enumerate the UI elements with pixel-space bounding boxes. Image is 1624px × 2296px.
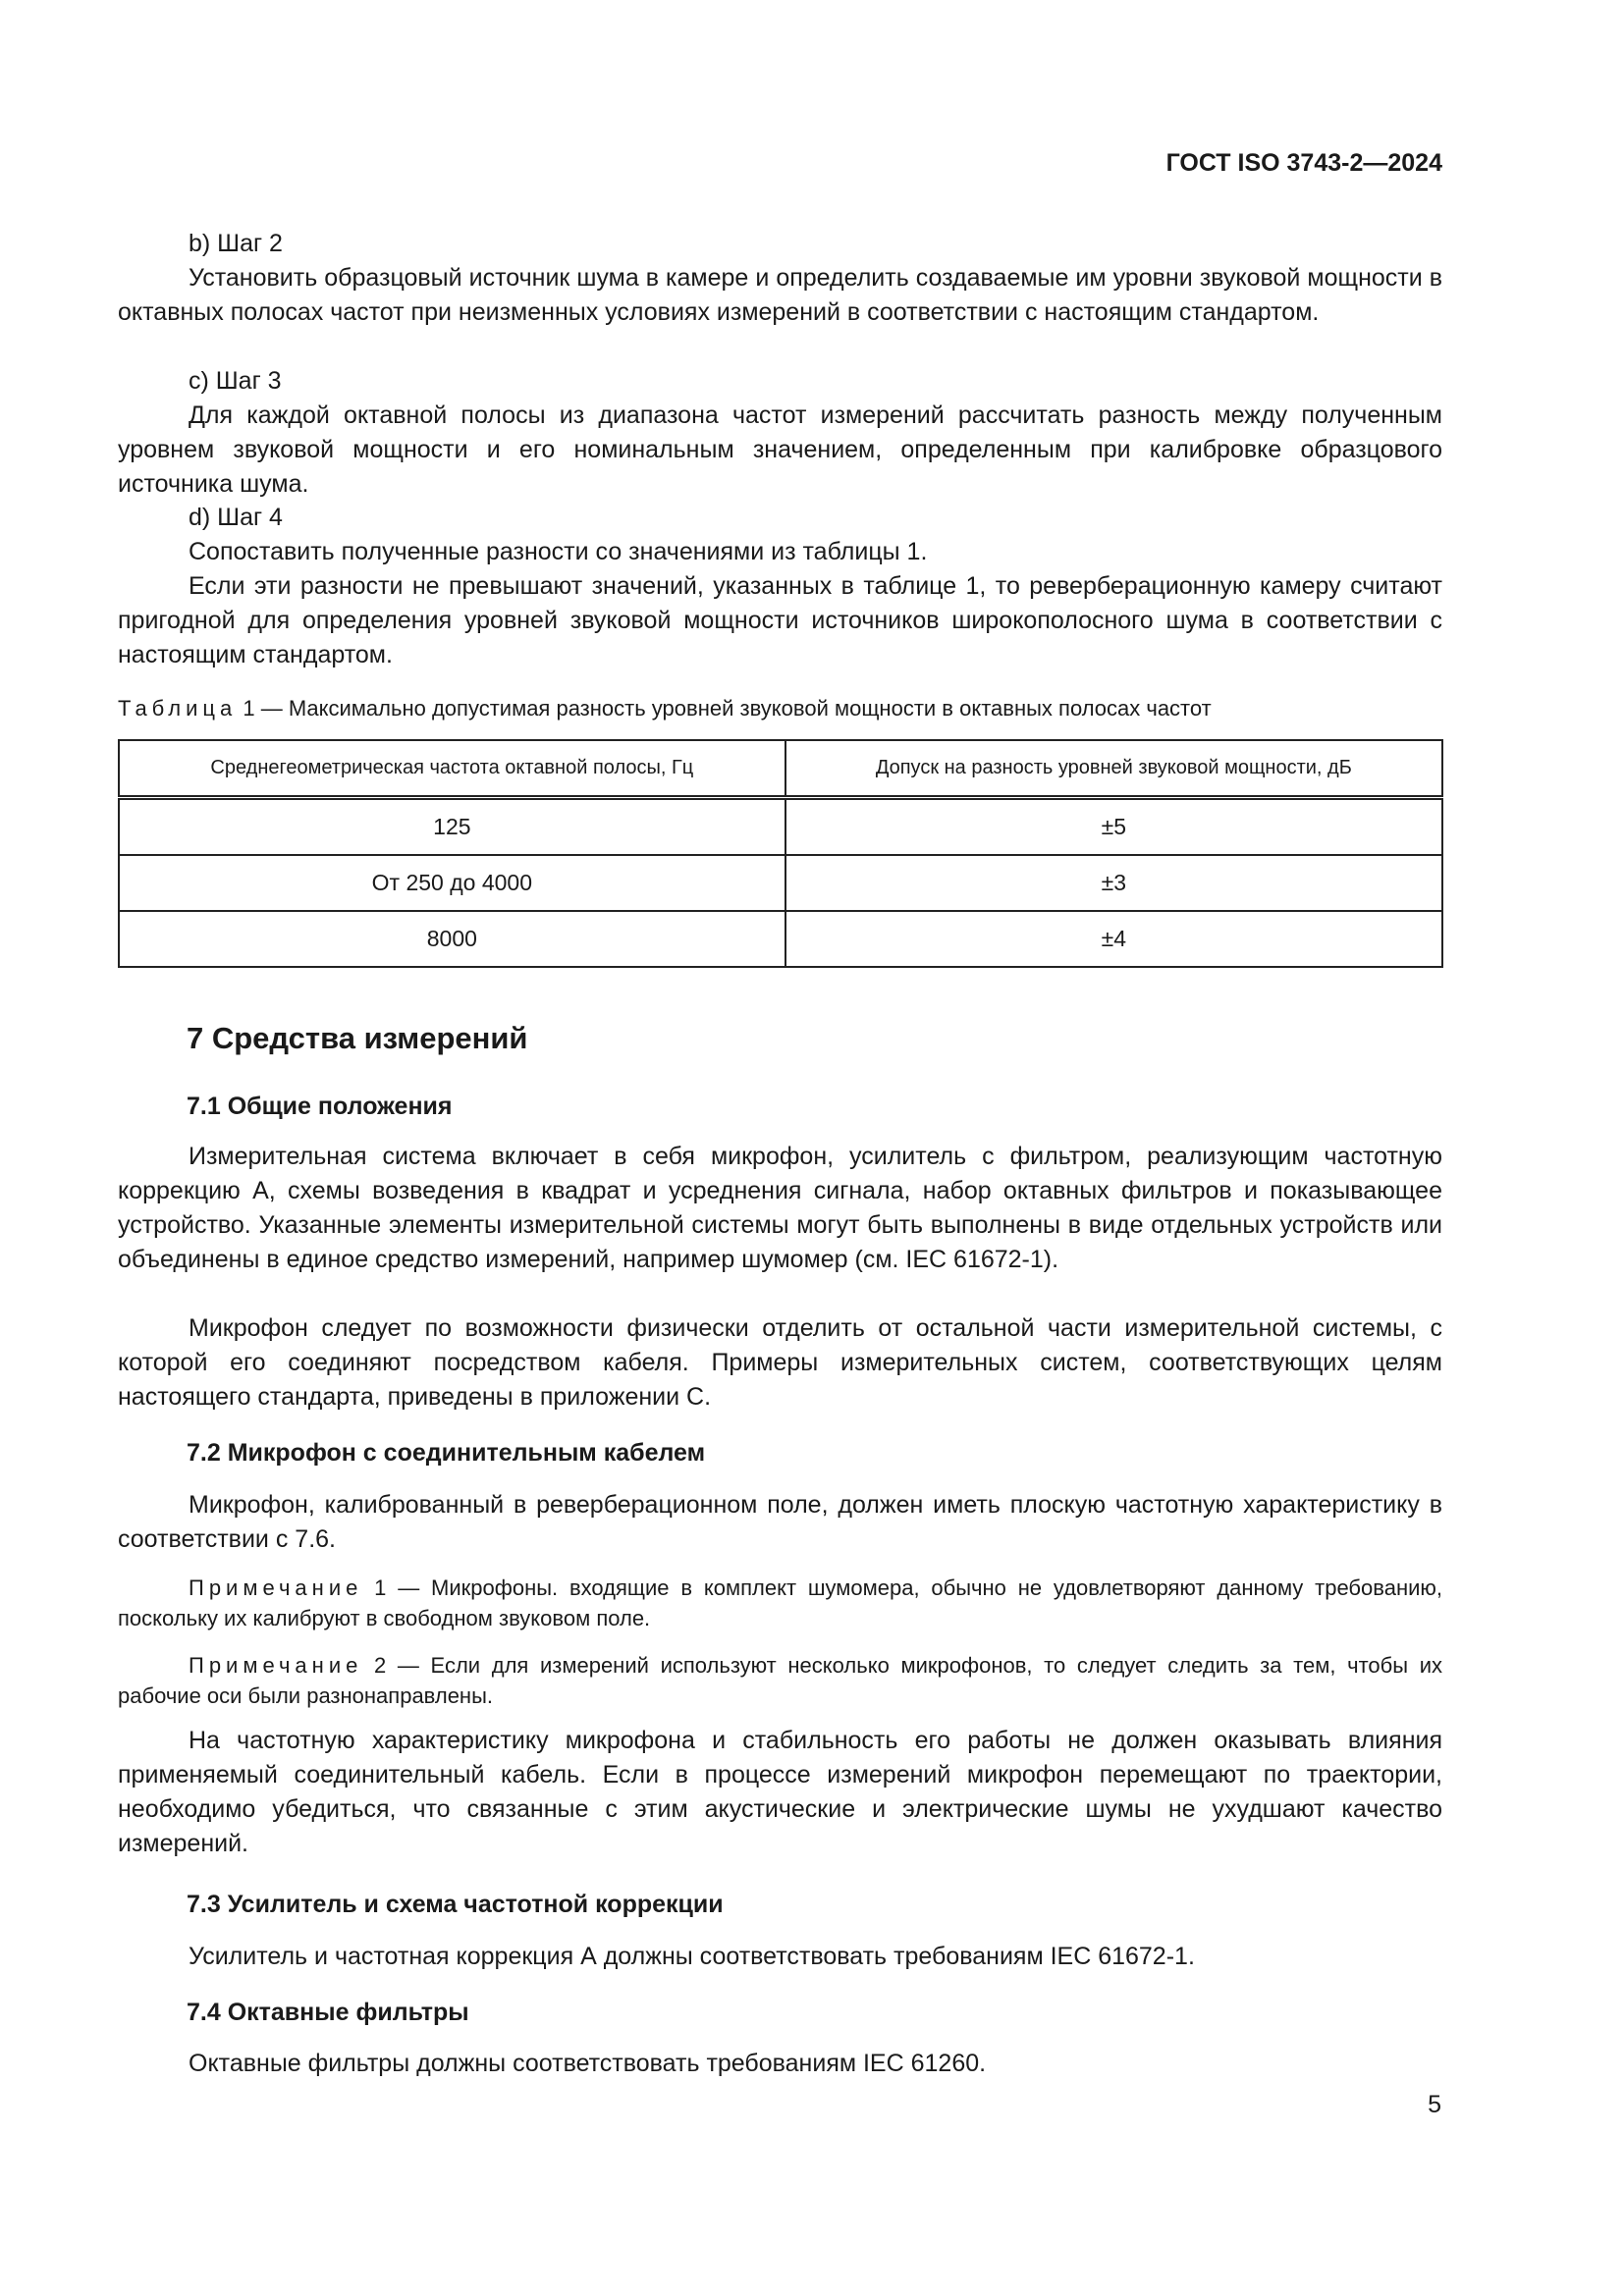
cell: ±5 xyxy=(785,798,1442,856)
step-text: Установить образцовый источник шума в камере и определить создаваемые им уровни звуковой мощности в октавных полосах частот при неизменных условиях измерений в соответствии с настоящим стандартом. xyxy=(118,264,1442,326)
subsection-heading: 7.2 Микрофон с соединительным кабелем xyxy=(187,1439,706,1467)
paragraph: Измерительная система включает в себя микрофон, усилитель с фильтром, реализующим частотную коррекцию А, схемы возведения в квадрат и усреднения сигнала, набор октавных фильтров и показывающее устройство. Указанные элементы измерительной системы могут быть выполнены в виде отдельных устройств или объединены в единое средство измерений, например шумомер (см. IEC 61672-1). xyxy=(118,1143,1442,1273)
step-text: Для каждой октавной полосы из диапазона частот измерений рассчитать разность между полученным уровнем звуковой мощности и его номинальным значением, определенным при калибровке образцового источника шума. xyxy=(118,401,1442,498)
tolerance-table xyxy=(118,739,1443,968)
cell: 125 xyxy=(119,798,785,856)
column-header: Допуск на разность уровней звуковой мощности, дБ xyxy=(785,740,1442,798)
page-number: 5 xyxy=(1428,2091,1441,2118)
note xyxy=(118,1573,1442,1633)
note-label: Примечание xyxy=(189,1575,363,1600)
table-row xyxy=(119,855,1442,911)
note-text: 2 — Если для измерений используют несколько микрофонов, то следует следить за тем, чтобы их рабочие оси были разнонаправлены. xyxy=(118,1653,1442,1708)
note xyxy=(118,1650,1442,1711)
paragraph: Октавные фильтры должны соответствовать требованиям IEC 61260. xyxy=(189,2050,987,2077)
cell: От 250 до 4000 xyxy=(119,855,785,911)
section-heading: 7 Средства измерений xyxy=(187,1021,528,1055)
paragraph: Микрофон, калиброванный в реверберационном поле, должен иметь плоскую частотную характеристику в соответствии с 7.6. xyxy=(118,1491,1442,1553)
step-text: Сопоставить полученные разности со значениями из таблицы 1. xyxy=(189,538,928,565)
table-header-row xyxy=(119,740,1442,798)
note-label: Примечание xyxy=(189,1653,363,1678)
table-row xyxy=(119,911,1442,967)
cell: ±4 xyxy=(785,911,1442,967)
table-row xyxy=(119,798,1442,856)
cell: ±3 xyxy=(785,855,1442,911)
note-text: 1 — Микрофоны. входящие в комплект шумомера, обычно не удовлетворяют данному требованию, поскольку их калибруют в свободном звуковом поле. xyxy=(118,1575,1442,1630)
caption-prefix: Таблица xyxy=(118,696,238,721)
subsection-heading: 7.3 Усилитель и схема частотной коррекции xyxy=(187,1891,724,1918)
paragraph: Усилитель и частотная коррекция А должны соответствовать требованиям IEC 61672-1. xyxy=(189,1943,1195,1970)
paragraph: На частотную характеристику микрофона и стабильность его работы не должен оказывать влияния применяемый соединительный кабель. Если в процессе измерений микрофон перемещают по траектории, необходимо убедиться, что связанные с этим акустические и электрические шумы не ухудшают качество измерений. xyxy=(118,1727,1442,1857)
cell: 8000 xyxy=(119,911,785,967)
table-caption xyxy=(118,696,1212,721)
paragraph: Микрофон следует по возможности физически отделить от остальной части измерительной системы, с которой его соединяют посредством кабеля. Примеры измерительных систем, соответствующих целям настоящего стандарта, приведены в приложении С. xyxy=(118,1314,1442,1411)
paragraph: Если эти разности не превышают значений, указанных в таблице 1, то реверберационную камеру считают пригодной для определения уровней звуковой мощности источников широкополосного шума в соответствии с настоящим стандартом. xyxy=(118,572,1442,668)
step-label: b) Шаг 2 xyxy=(189,230,283,257)
step-label: d) Шаг 4 xyxy=(189,504,283,531)
subsection-heading: 7.4 Октавные фильтры xyxy=(187,1999,469,2026)
column-header: Среднегеометрическая частота октавной полосы, Гц xyxy=(119,740,785,798)
caption-text: 1 — Максимально допустимая разность уровней звуковой мощности в октавных полосах частот xyxy=(237,696,1212,721)
subsection-heading: 7.1 Общие положения xyxy=(187,1093,453,1120)
document-id: ГОСТ ISO 3743-2—2024 xyxy=(1165,149,1442,177)
step-label: c) Шаг 3 xyxy=(189,367,282,395)
